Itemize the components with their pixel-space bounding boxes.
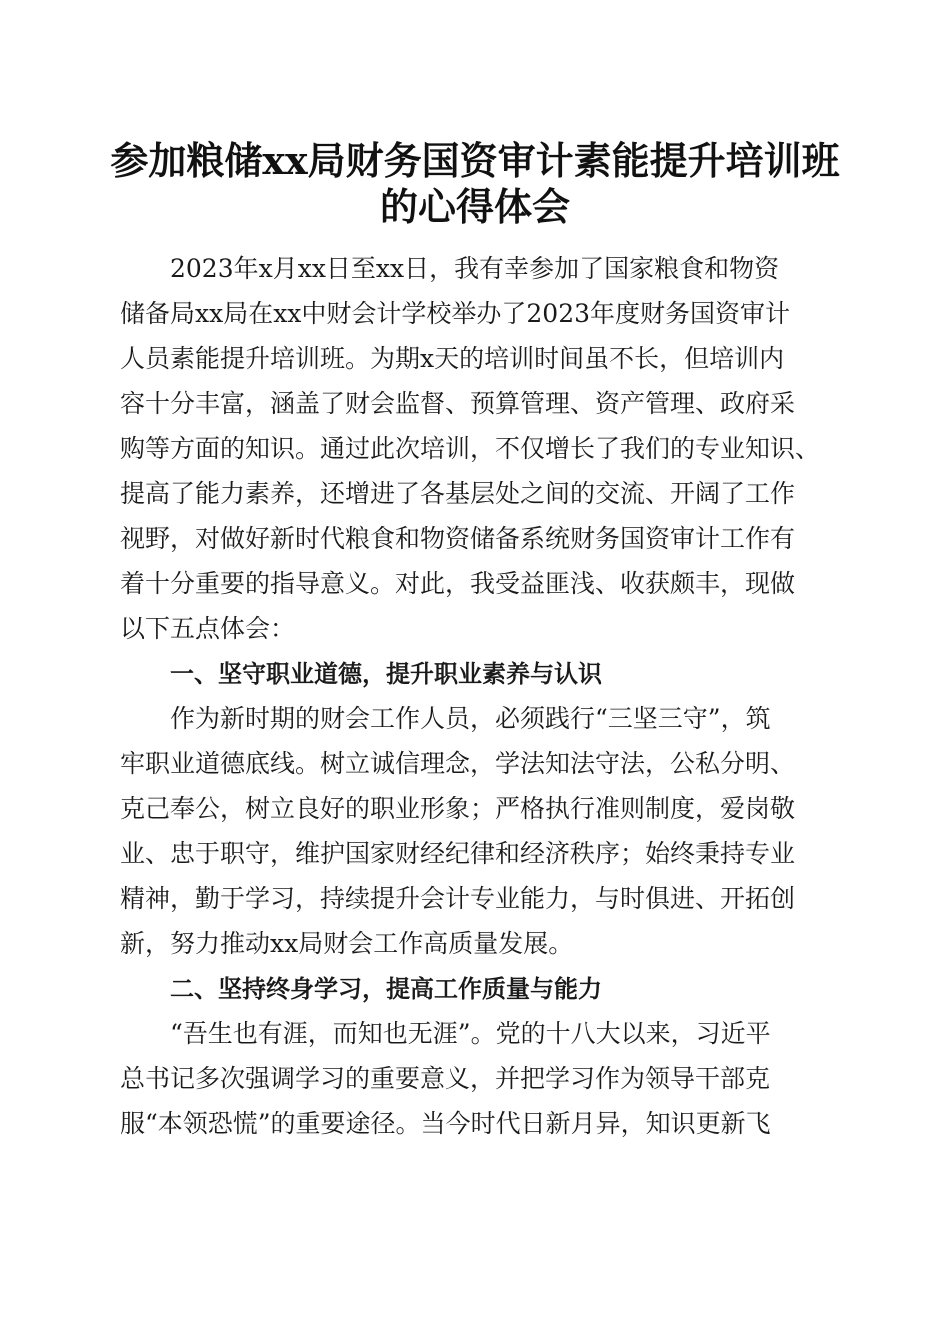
section-heading-1: 一、坚守职业道德，提升职业素养与认识	[170, 660, 602, 688]
paragraph-line: 2023年x月xx日至xx日，我有幸参加了国家粮食和物资	[170, 254, 780, 283]
paragraph-line: 视野，对做好新时代粮食和物资储备系统财务国资审计工作有	[120, 524, 796, 553]
paragraph-line: 着十分重要的指导意义。对此，我受益匪浅、收获颇丰，现做	[120, 569, 796, 598]
paragraph-line: 容十分丰富，涵盖了财会监督、预算管理、资产管理、政府采	[120, 389, 796, 418]
paragraph-line: 服“本领恐慌”的重要途径。当今时代日新月异，知识更新飞	[120, 1109, 771, 1138]
doc-title-line-1: 参加粮储xx局财务国资审计素能提升培训班	[110, 138, 840, 183]
paragraph-line: 牢职业道德底线。树立诚信理念，学法知法守法，公私分明、	[120, 749, 796, 778]
paragraph-line: 业、忠于职守，维护国家财经纪律和经济秩序；始终秉持专业	[120, 839, 796, 868]
paragraph-line: “吾生也有涯，而知也无涯”。党的十八大以来，习近平	[170, 1019, 771, 1048]
paragraph-line: 以下五点体会：	[120, 614, 296, 643]
paragraph-line: 购等方面的知识。通过此次培训，不仅增长了我们的专业知识、	[120, 434, 821, 463]
paragraph-line: 提高了能力素养，还增进了各基层处之间的交流、开阔了工作	[120, 479, 796, 508]
paragraph-line: 储备局xx局在xx中财会计学校举办了2023年度财务国资审计	[120, 299, 791, 328]
paragraph-line: 作为新时期的财会工作人员，必须践行“三坚三守”，筑	[170, 704, 771, 733]
doc-title-line-2: 的心得体会	[379, 184, 570, 229]
paragraph-line: 精神，勤于学习，持续提升会计专业能力，与时俱进、开拓创	[120, 884, 796, 913]
section-heading-2: 二、坚持终身学习，提高工作质量与能力	[170, 975, 602, 1003]
paragraph-line: 新，努力推动xx局财会工作高质量发展。	[120, 929, 574, 958]
paragraph-line: 总书记多次强调学习的重要意义，并把学习作为领导干部克	[120, 1064, 771, 1093]
paragraph-line: 克己奉公，树立良好的职业形象；严格执行准则制度，爱岗敬	[120, 794, 796, 823]
paragraph-line: 人员素能提升培训班。为期x天的培训时间虽不长，但培训内	[120, 344, 785, 373]
